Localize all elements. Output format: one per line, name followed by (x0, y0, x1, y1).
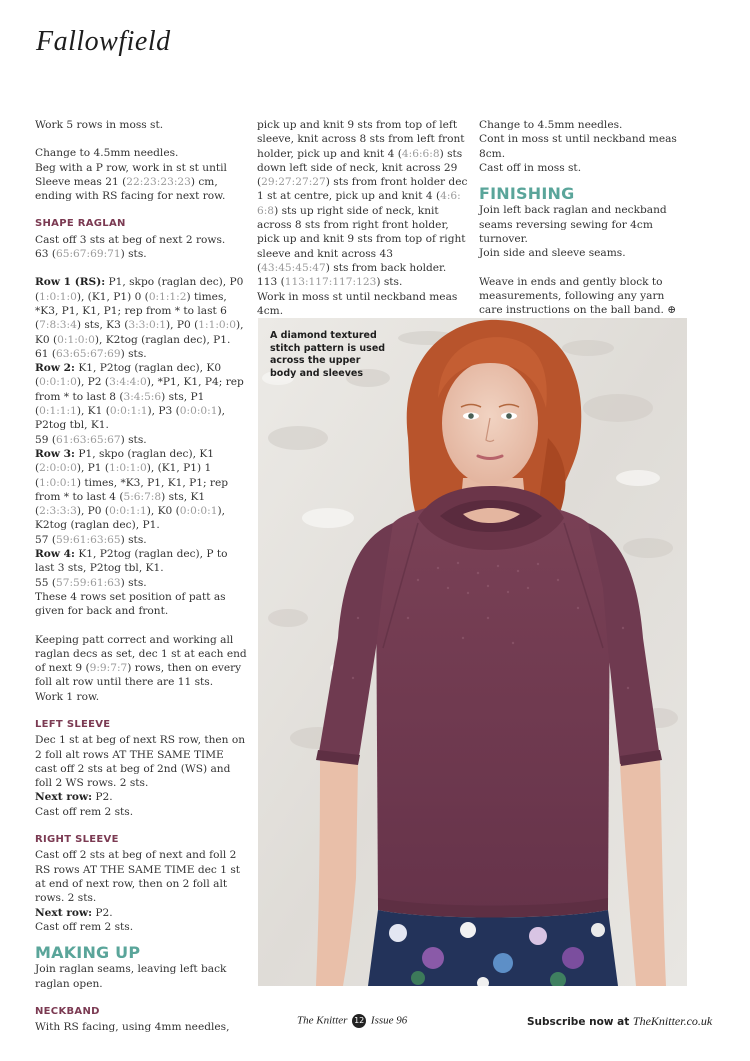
issue-number: Issue 96 (370, 1014, 408, 1027)
page-number: 12 (352, 1014, 366, 1028)
paragraph: Cast off rem 2 sts. (35, 920, 134, 933)
paragraph: Next row: P2. (35, 906, 113, 919)
stitch-count: 57 (59:61:63:65) sts. (35, 533, 147, 546)
row-4-instruction: Row 4: K1, P2tog (raglan dec), P to last 3 sts, P2tog tbl, K1. (35, 548, 228, 575)
stitch-count: 55 (57:59:61:63) sts. (35, 576, 147, 589)
paragraph: Keeping patt correct and working all raglan decs as set, dec 1 st at each end of next 9 (9:9:7:7) rows, then on every foll alt row until there are 11 sts. (35, 633, 247, 689)
section-heading-neckband: NECKBAND (35, 1006, 100, 1018)
paragraph: Beg with a P row, work in st st until Sleeve meas 21 (22:23:23:23) cm, ending with RS facing for next row. (35, 161, 227, 203)
paragraph: Cast off in moss st. (479, 161, 582, 174)
paragraph: Change to 4.5mm needles. (35, 147, 179, 160)
paragraph: Next row: P2. (35, 791, 113, 804)
row-2-instruction: Row 2: K1, P2tog (raglan dec), K0 (0:0:1:0), P2 (3:4:4:0), *P1, K1, P4; rep from * to last 8 (3:4:5:6) sts, P1 (0:1:1:1), K1 (0:0:1:1), P3 (0:0:0:1), P2tog tbl, K1. (35, 362, 244, 432)
text-column-2 (257, 118, 469, 318)
paragraph: Join raglan seams, leaving left back raglan open. (35, 963, 227, 990)
paragraph: Cast off 2 sts at beg of next and foll 2 RS rows AT THE SAME TIME dec 1 st at end of next row, then on 2 foll alt rows. 2 sts. (35, 849, 241, 905)
photo-caption: A diamond textured stitch pattern is used across the upper body and sleeves (270, 330, 386, 379)
paragraph: 63 (65:67:69:71) sts. (35, 248, 147, 261)
text-column-3 (479, 118, 691, 318)
paragraph: With RS facing, using 4mm needles, (35, 1021, 230, 1034)
magazine-name: The Knitter (297, 1014, 348, 1027)
stitch-count: 61 (63:65:67:69) sts. (35, 347, 147, 360)
footer-subscribe (527, 1014, 712, 1029)
stitch-count: 59 (61:63:65:67) sts. (35, 433, 147, 446)
section-heading-finishing: FINISHING (479, 184, 575, 204)
paragraph: pick up and knit 9 sts from top of left sleeve, knit across 8 sts from left front holder, pick up and knit 4 (4:6:6:8) sts down left side of neck, knit across 29 (29:27:27:27) sts from front holder dec 1 st at centre, pick up and knit 4 (4:6: 6:8) sts up right side of neck, knit across 8 sts from right front holder, pick up and knit 9 sts from top of right sleeve and knit across 43 (43:45:45:47) sts from back holder. (257, 119, 468, 274)
paragraph: Cast off 3 sts at beg of next 2 rows. (35, 233, 226, 246)
section-heading-making-up: MAKING UP (35, 943, 141, 963)
paragraph: Join side and sleeve seams. (479, 247, 626, 260)
paragraph: Weave in ends and gently block to measurements, following any yarn care instructions on the ball band. ⊕ (479, 275, 677, 317)
footer-magazine (297, 1014, 407, 1028)
paragraph: Cast off rem 2 sts. (35, 805, 134, 818)
row-1-instruction: Row 1 (RS): P1, skpo (raglan dec), P0 (1:0:1:0), (K1, P1) 0 (0:1:1:2) times, *K3, P1, K1, P1; rep from * to last 6 (7:8:3:4) sts, K3 (3:3:0:1), P0 (1:1:0:0), K0 (0:1:0:0), K2tog (raglan dec), P1. (35, 276, 244, 346)
section-heading-right-sleeve: RIGHT SLEEVE (35, 834, 119, 846)
paragraph: Join left back raglan and neckband seams reversing sewing for 4cm turnover. (479, 204, 667, 246)
subscribe-text: Subscribe now at (527, 1016, 633, 1028)
stitch-count: 113 (113:117:117:123) sts. (257, 276, 403, 289)
paragraph: Change to 4.5mm needles. (479, 119, 623, 131)
paragraph: Cont in moss st until neckband meas 8cm. (479, 133, 677, 160)
section-heading-left-sleeve: LEFT SLEEVE (35, 718, 111, 730)
paragraph: Dec 1 st at beg of next RS row, then on 2 foll alt rows AT THE SAME TIME cast off 2 sts at beg of 2nd (WS) and foll 2 WS rows. 2 sts. (35, 734, 246, 790)
row-3-instruction: Row 3: P1, skpo (raglan dec), K1 (2:0:0:0), P1 (1:0:1:0), (K1, P1) 1 (1:0:0:1) times, *K3, P1, K1, P1; rep from * to last 4 (5:6:7:8) sts, K1 (2:3:3:3), P0 (0:0:1:1), K0 (0:0:0:1), K2tog (raglan dec), P1. (35, 447, 229, 532)
site-link[interactable]: TheKnitter.co.uk (632, 1014, 713, 1028)
paragraph: Work 5 rows in moss st. (35, 119, 164, 131)
text-column-1 (35, 118, 248, 1035)
paragraph: These 4 rows set position of patt as given for back and front. (35, 590, 226, 618)
end-mark-icon: ⊕ (667, 304, 677, 317)
model-photo (258, 318, 687, 986)
paragraph: Work in moss st until neckband meas 4cm. (257, 290, 458, 317)
page-title: Fallowfield (36, 26, 171, 57)
paragraph: Work 1 row. (35, 690, 100, 703)
section-heading-shape-raglan: SHAPE RAGLAN (35, 218, 126, 230)
